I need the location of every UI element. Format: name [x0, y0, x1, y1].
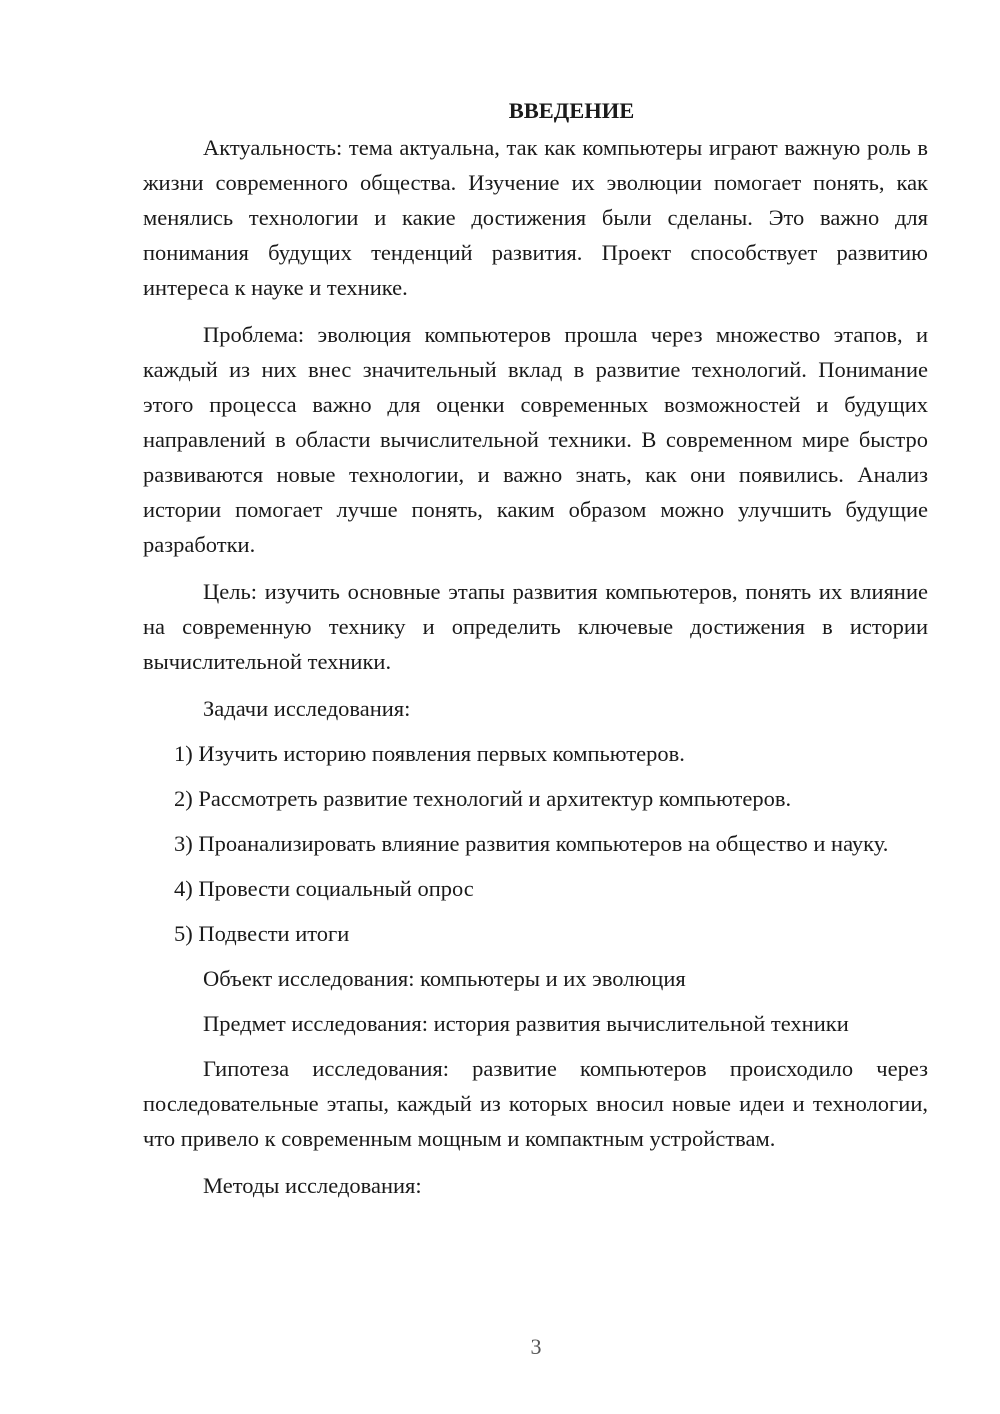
paragraph-goal: Цель: изучить основные этапы развития компьютеров, понять их влияние на современную технику и определить ключевые достижения в истории вычислительной техники. — [143, 579, 928, 674]
section-heading — [143, 93, 928, 129]
task-item-5: 5) Подвести итоги — [174, 921, 350, 946]
methods-label: Методы исследования: — [203, 1173, 422, 1198]
task-item-3: 3) Проанализировать влияние развития компьютеров на общество и науку. — [174, 831, 889, 856]
task-item-1: 1) Изучить историю появления первых компьютеров. — [174, 741, 685, 766]
paragraph-problem: Проблема: эволюция компьютеров прошла через множество этапов, и каждый из них внес значительный вклад в развитие технологий. Понимание этого процесса важно для оценки современных возможностей и будущих направлений в области вычислительной техники. В современном мире быстро развиваются новые технологии, и важно знать, как они появились. Анализ истории помогает лучше понять, каким образом можно улучшить будущие разработки. — [143, 322, 928, 557]
research-hypothesis: Гипотеза исследования: развитие компьютеров происходило через последовательные этапы, каждый из которых вносил новые идеи и технологии, что привело к современным мощным и компактным устройствам. — [143, 1056, 928, 1151]
task-item-4: 4) Провести социальный опрос — [174, 876, 474, 901]
paragraph-relevance: Актуальность: тема актуальна, так как компьютеры играют важную роль в жизни современного общества. Изучение их эволюции помогает понять, как менялись технологии и какие достижения были сделаны. Это важно для понимания будущих тенденций развития. Проект способствует развитию интереса к науке и технике. — [143, 135, 928, 300]
task-item-2: 2) Рассмотреть развитие технологий и архитектур компьютеров. — [174, 786, 792, 811]
document-body — [143, 93, 928, 1213]
page-number: 3 — [530, 1334, 542, 1359]
research-object: Объект исследования: компьютеры и их эволюция — [203, 966, 686, 991]
tasks-label: Задачи исследования: — [203, 696, 411, 721]
section-heading-text: ВВЕДЕНИЕ — [508, 98, 635, 123]
research-subject: Предмет исследования: история развития вычислительной техники — [203, 1011, 849, 1036]
